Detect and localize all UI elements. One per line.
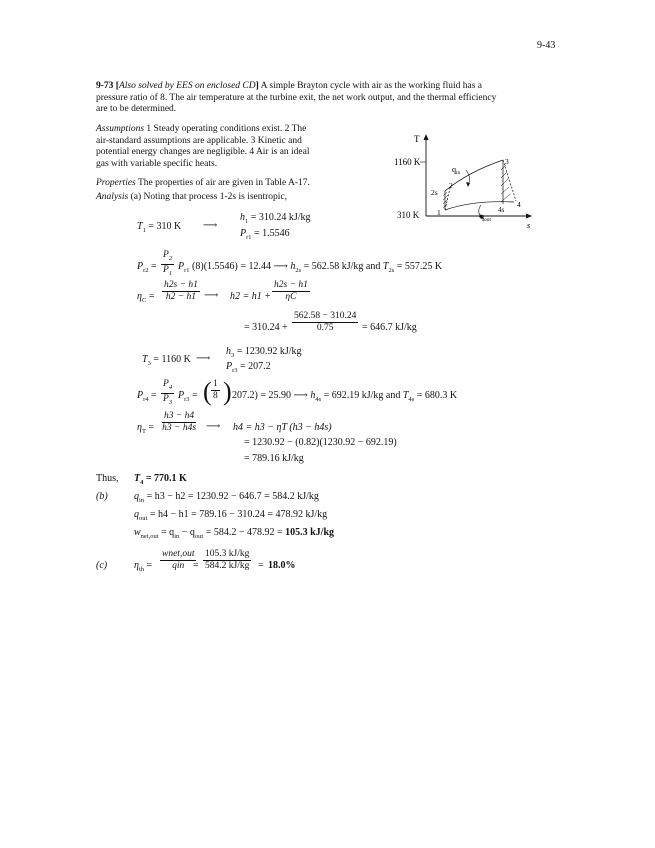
properties-heading: Properties — [96, 178, 136, 188]
eq-h4-expr: h4 = h3 − ηT (h3 − h4s) — [233, 422, 332, 433]
axis-label-s: s — [527, 221, 531, 228]
assumptions-line-4: gas with variable specific heats. — [96, 158, 218, 169]
statement-line-1: A simple Brayton cycle with air as the working fluid has a — [258, 81, 483, 91]
problem-bracket-close: ] — [255, 81, 259, 91]
state-2-label: 2 — [449, 181, 453, 190]
eq-pr2-mid: $P_{r1}$ (8)(1.5546) = 12.44 ⟶ $h_{2s} = 562.58$ kJ/kg and $T_{2s} = 557.25$ K — [178, 261, 443, 274]
problem-bracket-open: [ — [115, 81, 119, 91]
eq-t1: $T_1 = 310$ K — [137, 221, 182, 234]
problem-statement — [96, 81, 566, 116]
assumptions-line-2: air-standard assumptions are applicable. 3 Kinetic and — [96, 135, 302, 146]
eq-pr4-pr3: $P_{r3}$ = — [178, 390, 198, 403]
assumptions-heading: Assumptions — [96, 124, 145, 134]
eq-pr2-lhs: $P_{r2}$ = — [137, 261, 157, 274]
part-c-label: (c) — [96, 560, 108, 571]
frac-eta-th-2: $\frac{105.3 kJ/kg}{584.2 kJ/kg}$ — [205, 549, 250, 571]
frac-p2-p1: $\frac{P_2}{P_1}$ — [163, 250, 173, 277]
eq-h1: $h_1 = 310.24$ kJ/kg — [240, 212, 311, 225]
eq-h2-calc-res: = 646.7 kJ/kg — [362, 322, 417, 333]
part-b-label: (b) — [96, 491, 108, 502]
frac-p4-p3: $\frac{P_4}{P_3}$ — [163, 379, 173, 406]
arrow-etat: ⟶ — [206, 421, 221, 432]
properties-line — [96, 178, 310, 190]
statement-line-3: are to be determined. — [96, 104, 177, 115]
eq-qin: $q_{in} = h3 - h2 = 1230.92 - 646.7 = 584.2$ kJ/kg — [134, 491, 319, 504]
eq-h4-calc2: = 789.16 kJ/kg — [244, 453, 304, 464]
eq-t3: $T_3 = 1160$ K — [142, 354, 191, 367]
frac-etat: $\frac{h3 - h4}{h3 - h4s}$ — [162, 411, 197, 433]
eq-qout: $q_{out} = h4 - h1 = 789.16 - 310.24 = 478.92$ kJ/kg — [134, 509, 328, 522]
s-axis-arrow — [526, 214, 532, 219]
eq-h2-calc-a: = 310.24 + — [244, 322, 288, 333]
arrow-t3: ⟶ — [196, 353, 211, 364]
state-2s-label: 2s — [431, 188, 438, 197]
t-axis-arrow — [424, 134, 429, 140]
paren-close: ) — [223, 377, 232, 406]
state-1-label: 1 — [437, 208, 441, 217]
assumptions-line-3: potential energy changes are negligible. 4 Air is an ideal — [96, 147, 310, 158]
thus-label: Thus, — [96, 473, 119, 484]
eq-pr3: $P_{r3} = 207.2$ — [226, 361, 271, 374]
page-number: 9-43 — [537, 40, 556, 51]
hatch-compression — [443, 192, 448, 208]
state-4-label: 4 — [517, 200, 521, 209]
ts-diagram — [388, 128, 538, 228]
actual-compression — [445, 188, 450, 210]
eq-h2-expr: h2 = h1 + — [230, 291, 271, 302]
eq-h3: $h_3 = 1230.92$ kJ/kg — [226, 346, 302, 359]
eq-wnet: $w_{net,out} = q_{in} - q_{out} = 584.2 - 478.92 = 105.3$ kJ/kg — [134, 527, 335, 540]
frac-one-eighth: $\frac{1}{8}$ — [213, 379, 218, 401]
q-out-label: $q_{out}$ — [480, 212, 492, 223]
axis-label-t: T — [414, 134, 420, 144]
eq-etat-lhs: $\eta_T$ = — [137, 422, 155, 435]
problem-tag: Also solved by EES on enclosed CD — [118, 81, 256, 91]
temp-low-label: 310 K — [397, 210, 420, 220]
eq-h4-calc1: = 1230.92 − (0.82)(1230.92 − 692.19) — [244, 437, 397, 448]
arrow-etac: ⟶ — [204, 290, 219, 301]
q-in-label: $q_{in}$ — [452, 165, 461, 176]
arrow-1: ⟶ — [203, 220, 218, 231]
analysis-line — [96, 192, 287, 204]
eq-pr1: $P_{r1} = 1.5546$ — [240, 228, 290, 241]
frac-eta-th-1: wnet,out qin — [162, 549, 195, 571]
state-4s-label: 4s — [498, 206, 505, 214]
hatch-expansion — [501, 165, 510, 202]
statement-line-2: pressure ratio of 8. The air temperature at the turbine exit, the net work output, and the thermal efficiency — [96, 92, 497, 103]
temp-high-label: 1160 K — [394, 157, 421, 167]
assumptions-block — [96, 124, 346, 170]
frac-etac: $\frac{h2s - h1}{h2 - h1}$ — [164, 280, 198, 302]
state-3-label: 3 — [505, 157, 509, 166]
assumptions-line-1: 1 Steady operating conditions exist. 2 The — [144, 124, 307, 134]
result-t4: $T_4 = 770.1$ K — [134, 473, 187, 486]
analysis-heading: Analysis — [96, 192, 129, 202]
eq-pr4-lhs: $P_{r4}$ = — [137, 390, 157, 403]
eq-sign-c: = — [193, 560, 199, 571]
frac-h2-calc: $\frac{562.58 - 310.24}{0.75}$ — [294, 311, 357, 333]
paren-open: ( — [203, 377, 212, 406]
problem-number: 9-73 — [96, 81, 114, 91]
eq-eta-th-lhs: $\eta_{th}$ = — [134, 560, 153, 573]
result-eta-th: 18.0% — [268, 560, 296, 571]
frac-h2: $\frac{h2s - h1}{\eta C}$ — [274, 280, 308, 302]
eq-sign-c2: = — [258, 560, 264, 571]
eq-pr4-mid: 207.2) = 25.90 ⟶ $h_{4s} = 692.19$ kJ/kg and $T_{4s} = 680.3$ K — [232, 390, 458, 403]
eq-etac-lhs: $\eta_C$ = — [137, 291, 155, 304]
properties-text: The properties of air are given in Table A-17. — [135, 178, 310, 188]
analysis-text: (a) Noting that process 1-2s is isentropic, — [128, 192, 288, 202]
